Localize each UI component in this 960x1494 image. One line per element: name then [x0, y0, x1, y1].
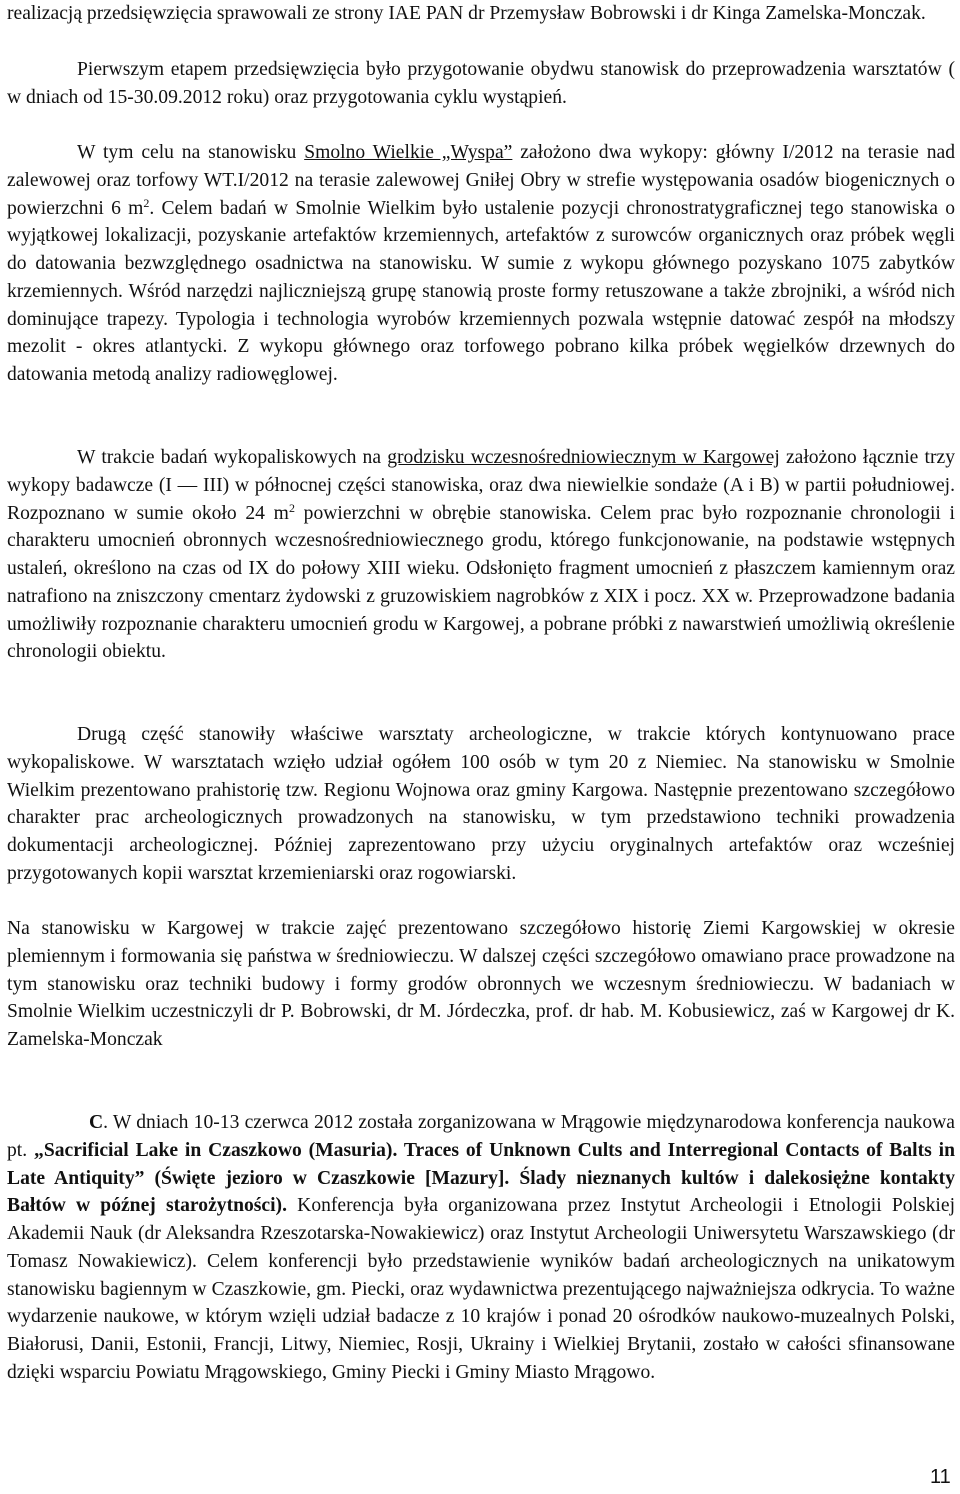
page-number: 11 [930, 1466, 951, 1488]
paragraph-kargowa [7, 444, 955, 666]
site-name-smolno-wielkie: Smolno Wielkie „Wyspa” [304, 142, 513, 163]
paragraph-text: założono dwa wykopy: główny I/2012 na terasie nad zalewowej oraz torfowy WT.I/2012 na terasie zalewowej Gniłej Obry w strefie występowania osadów biogenicznych o powierzchni 6 m [7, 142, 955, 219]
paragraph-text: powierzchni w obrębie stanowiska. Celem prac było rozpoznanie chronologii i charakteru umocnień obronnych wczesnośredniowiecznego grodu, którego funkcjonowanie, na podstawie wstępnych ustaleń, określono na czas od IX do połowy XIII wieku. Odsłonięto fragment umocnień z płaszczem kamiennym oraz natrafiono na zniszczony cmentarz żydowski z gruzowiskiem nagrobków z XIX i pocz. XX w. Przeprowadzone badania umożliwiły rozpoznanie charakteru umocnień grodu w Kargowej, a pobrane próbki z nawarstwień umożliwią określenie chronologii obiektu. [7, 502, 955, 663]
paragraph-text: Na stanowisku w Kargowej w trakcie zajęć prezentowano szczegółowo historię Ziemi Kargowskiej w okresie plemiennym i formowania się państwa w średniowieczu. W dalszej części szczegółowo omawiano prace prowadzone na tym stanowisku oraz techniki budowy i formy grodów obronnych we wczesnym średniowieczu. W badaniach w Smolnie Wielkim uczestniczyli dr P. Bobrowski, dr M. Jórdeczka, prof. dr hab. M. Kobusiewicz, zaś w Kargowej dr K. Zamelska-Monczak [7, 918, 955, 1050]
paragraph-workshops [7, 721, 955, 888]
paragraph-text: Konferencja była organizowana przez Instytut Archeologii i Etnologii Polskiej Akademii Nauk (dr Aleksandra Rzeszotarska-Nowakiewicz) oraz Instytut Archeologii Uniwersytetu Warszawskiego (dr Tomasz Nowakiewicz). Celem konferencji było przedstawienie wyników badań archeologicznych na unikatowym stanowisku bagiennym w Czaszkowie, gm. Piecki, oraz wydawnictwa prezentującego najważniejsza odkrycia. To ważne wydarzenie naukowe, w którym wzięli udział badacze z 10 krajów i ponad 20 ośrodków naukowo-muzealnych Polski, Białorusi, Danii, Estonii, Francji, Litwy, Niemiec, Rosji, Ukrainy i Wielkiej Brytanii, zostało w całości sfinansowane dzięki wsparciu Powiatu Mrągowskiego, Gminy Piecki i Gminy Miasto Mrągowo. [7, 1195, 956, 1383]
paragraph-text: . Celem badań w Smolnie Wielkim było ustalenie pozycji chronostratygraficznej tego stanowiska o wyjątkowej lokalizacji, pozyskanie artefaktów krzemiennych, artefaktów z surowców organicznych oraz próbek węgli do datowania bezwzględnego osadnictwa na stanowisku. W sumie z wykopu głównego pozyskano 1075 zabytków krzemiennych. Wśród narzędzi najliczniejszą grupę stanowią proste formy retuszowane a także zbrojniki, a wśród nich dominujące trapezy. Typologia i technologia wyrobów krzemiennych pozwala wstępnie datować zespół na młodszy mezolit - okres atlantycki. Z wykopu głównego oraz torfowego pobrano kilka próbek węgielków drzewnych do datowania metodą analizy radiowęglowej. [7, 197, 955, 385]
paragraph-kargowa-workshops [7, 915, 955, 1054]
paragraph-text: Drugą część stanowiły właściwe warsztaty archeologiczne, w trakcie których kontynuowano prace wykopaliskowe. W warsztatach wzięło udział ogółem 100 osób w tym 20 z Niemiec. Na stanowisku w Smolnie Wielkim prezentowano prahistorię tzw. Regionu Wojnowa oraz gminy Kargowa. Następnie prezentowano szczegółowo charakter prac archeologicznych prowadzonych na stanowisku, w tym przedstawiono techniki prowadzenia dokumentacji archeologicznej. Później zaprezentowano przy użyciu oryginalnych artefaktów oraz wcześniej przygotowanych kopii warsztat krzemieniarski oraz rogowiarski. [7, 724, 955, 884]
superscript-exponent: 2 [143, 195, 150, 210]
paragraph-text: założono łącznie trzy wykopy badawcze (I — III) w północnej części stanowiska, oraz dwa niewielkie sondaże (A i B) w partii południowej. Rozpoznano w sumie około 24 m [7, 447, 955, 524]
paragraph-text: realizacją przedsięwzięcia sprawowali ze strony IAE PAN dr Przemysław Bobrowski i dr Kinga Zamelska-Monczak. [7, 3, 926, 24]
section-label: C [89, 1112, 104, 1133]
site-name-kargowa: grodzisku wczesnośredniowiecznym w Kargowej [387, 447, 780, 468]
paragraph-intro-continuation [7, 0, 955, 28]
paragraph-conference [7, 1109, 955, 1387]
conference-title: „Sacrificial Lake in Czaszkowo (Masuria). Traces of Unknown Cults and Interregional Contacts of Balts in Late Antiquity” (Święte jezioro w Czaszkowie [Mazury]. Ślady nieznanych kultów i dalekosiężne kontakty Bałtów w późnej starożytności). [7, 1139, 955, 1217]
paragraph-text: Pierwszym etapem przedsięwzięcia było przygotowanie obydwu stanowisk do przeprowadzenia warsztatów ( w dniach od 15-30.09.2012 roku) oraz przygotowania cyklu wystąpień. [7, 59, 955, 108]
paragraph-text: W tym celu na stanowisku [77, 142, 305, 163]
superscript-exponent: 2 [288, 500, 295, 515]
paragraph-first-stage [7, 56, 955, 112]
paragraph-text: . W dniach 10-13 czerwca 2012 została zorganizowana w Mrągowie międzynarodowa konferencja naukowa pt. [7, 1112, 955, 1161]
paragraph-text: W trakcie badań wykopaliskowych na [77, 447, 388, 468]
paragraph-smolno-wielkie [7, 139, 955, 389]
